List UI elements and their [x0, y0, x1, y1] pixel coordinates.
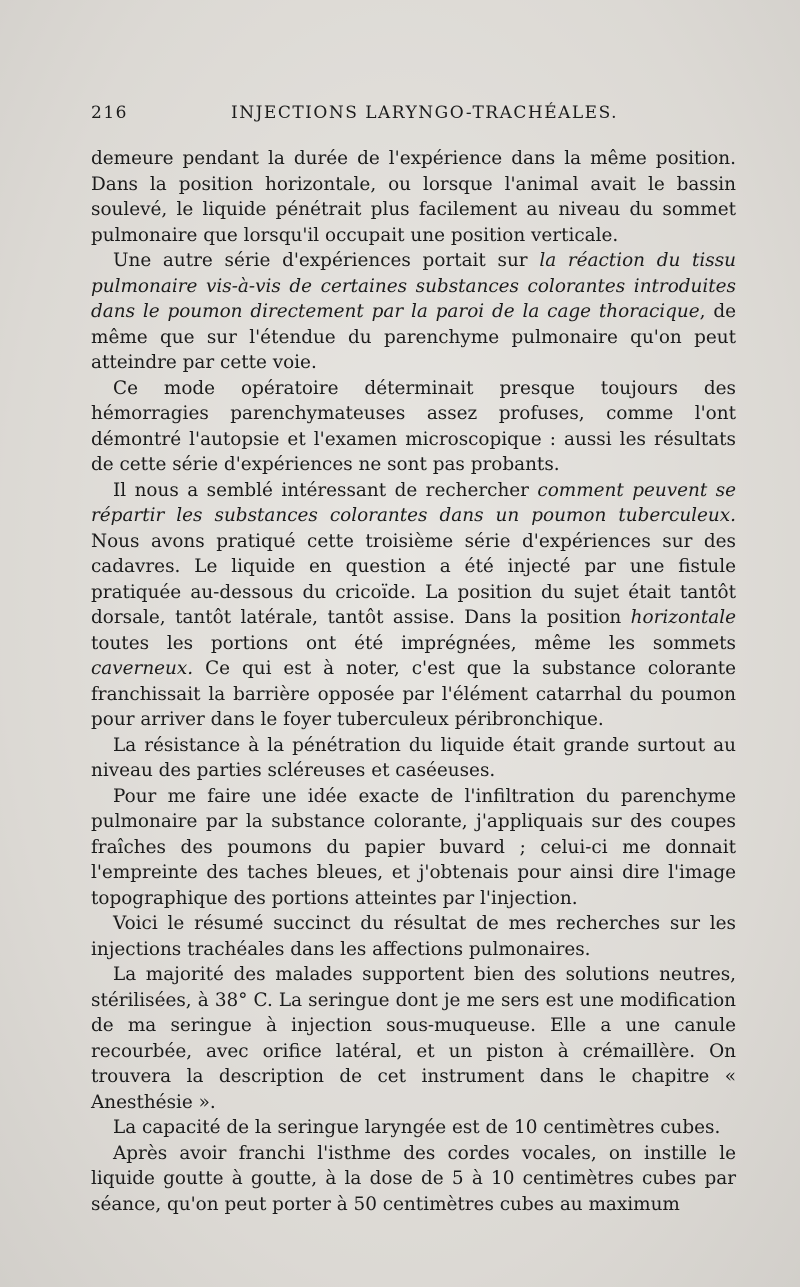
paragraph	[91, 146, 736, 248]
paragraph	[91, 911, 736, 962]
paragraph	[91, 248, 736, 376]
text-run: Pour me faire une idée exacte de l'infiltration du parenchyme pulmonaire par la substance colorante, j'appliquais sur des coupes fraîches des poumons du papier buvard ; celui-ci me donnait l'empreinte des taches bleues, et j'obtenais pour ainsi dire l'image topographique des portions atteintes par l'injection.	[91, 785, 736, 909]
italic-run: horizontale	[630, 607, 736, 628]
italic-run: comment peuvent se répartir les substances colorantes dans un poumon tuberculeux.	[91, 479, 737, 526]
text-run: , de même que sur l'étendue du parenchyme pulmonaire qu'on peut atteindre par cette voie.	[91, 301, 736, 373]
body-text	[91, 146, 736, 1217]
text-run: Ce qui est à noter, c'est que la substance colorante franchissait la barrière opposée par l'élément catarrhal du poumon pour arriver dans le foyer tuberculeux péribronchique.	[91, 658, 736, 730]
text-run: Nous avons pratiqué cette troisième série d'expériences sur des cadavres. Le liquide en question a été injecté par une fistule pratiquée au-dessous du cricoïde. La position du sujet était tantôt dorsale, tantôt latérale, tantôt assise. Dans la position	[91, 530, 736, 628]
text-run: La capacité de la seringue laryngée est de 10 centimètres cubes.	[113, 1117, 721, 1138]
text-run: Une autre série d'expériences portait sur	[113, 250, 540, 271]
paragraph	[91, 376, 736, 478]
paragraph	[91, 1115, 736, 1141]
paragraph	[91, 784, 736, 912]
page-number: 216	[91, 103, 128, 123]
text-run: demeure pendant la durée de l'expérience dans la même position. Dans la position horizontale, ou lorsque l'animal avait le bassin soulevé, le liquide pénétrait plus facilement au niveau du sommet pulmonaire que lorsqu'il occupait une position verticale.	[91, 148, 736, 246]
paragraph	[91, 1141, 736, 1218]
running-title: INJECTIONS LARYNGO-TRACHÉALES.	[231, 103, 619, 123]
text-run: La résistance à la pénétration du liquide était grande surtout au niveau des parties scléreuses et caséeuses.	[91, 734, 736, 781]
paragraph	[91, 962, 736, 1115]
text-run: Ce mode opératoire déterminait presque toujours des hémorragies parenchymateuses assez profuses, comme l'ont démontré l'autopsie et l'examen microscopique : aussi les résultats de cette série d'expériences ne sont pas probants.	[91, 377, 736, 475]
italic-run: la réaction du tissu pulmonaire vis-à-vis de certaines substances colorantes introduites dans le poumon directement par la paroi de la cage thoracique	[91, 250, 737, 322]
text-run: toutes les portions ont été imprégnées, même les sommets	[91, 632, 736, 654]
paragraph	[91, 733, 736, 784]
text-run: La majorité des malades supportent bien des solutions neutres, stérilisées, à 38° C. La seringue dont je me sers est une modification de ma seringue à injection sous-muqueuse. Elle a une canule recourbée, avec orifice latéral, et un piston à crémaillère. On trouvera la description de cet instrument dans le chapitre « Anesthésie ».	[91, 964, 736, 1113]
text-run: Il nous a semblé intéressant de rechercher	[113, 479, 538, 501]
text-run: Après avoir franchi l'isthme des cordes vocales, on instille le liquide goutte à goutte, à la dose de 5 à 10 centimètres cubes par séance, qu'on peut porter à 50 centimètres cubes au maximum	[91, 1142, 736, 1215]
text-run: Voici le résumé succinct du résultat de mes recherches sur les injections trachéales dans les affections pulmonaires.	[91, 913, 736, 960]
italic-run: caverneux.	[91, 658, 194, 679]
paragraph	[91, 478, 736, 733]
